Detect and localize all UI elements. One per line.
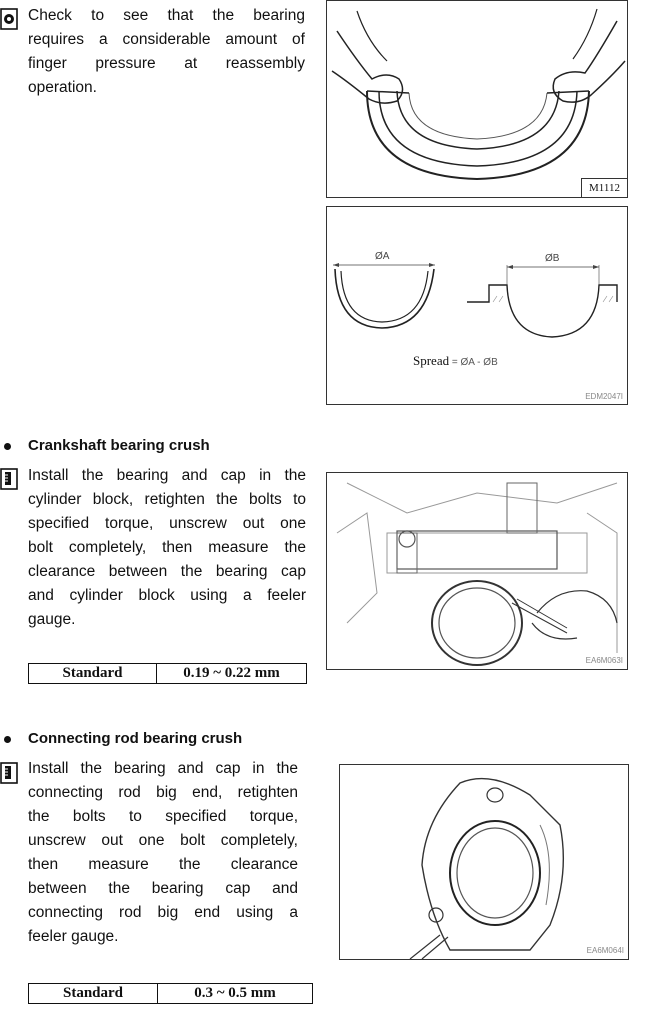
figure-code: EA6M063I xyxy=(585,656,623,665)
text-line: feeler gauge. xyxy=(28,928,119,945)
text-line: connecting rod big end, retighten xyxy=(28,784,298,801)
standard-table xyxy=(28,983,313,1004)
text-line: between the bearing cap and xyxy=(28,880,298,897)
spread-word: Spread xyxy=(413,353,450,368)
standard-value: 0.19 ~ 0.22 mm xyxy=(157,664,307,684)
figure-crankshaft-crush xyxy=(326,472,628,670)
text-line: bolt completely, then measure the xyxy=(28,539,306,556)
text-line: unscrew out one bolt completely, xyxy=(28,832,298,849)
text-line: the bolts to specified torque, xyxy=(28,808,298,825)
bullet-dot xyxy=(4,443,11,450)
text-line: operation. xyxy=(28,79,97,96)
section3-heading: Connecting rod bearing crush xyxy=(28,730,243,747)
standard-label: Standard xyxy=(29,984,158,1004)
figure-bearing-spread xyxy=(326,206,628,405)
inspect-icon xyxy=(0,8,18,30)
crankshaft-block-illustration xyxy=(327,473,627,669)
spread-equation: = ØA - ØB xyxy=(449,357,498,368)
text-line: finger pressure at reassembly xyxy=(28,55,305,72)
text-line: clearance between the bearing cap xyxy=(28,563,306,580)
label-dia-b: ØB xyxy=(545,253,560,264)
text-line: connecting rod big end using a xyxy=(28,904,298,921)
figure-code: EA6M064I xyxy=(586,946,624,955)
text-line: Install the bearing and cap in the xyxy=(28,467,306,484)
standard-value: 0.3 ~ 0.5 mm xyxy=(158,984,313,1004)
bullet-dot xyxy=(4,736,11,743)
standard-table xyxy=(28,663,307,684)
text-line: then measure the clearance xyxy=(28,856,298,873)
spread-formula xyxy=(413,353,498,369)
text-line: gauge. xyxy=(28,611,76,628)
text-line: Install the bearing and cap in the xyxy=(28,760,298,777)
section3-text xyxy=(28,757,298,949)
label-dia-a: ØA xyxy=(375,251,390,262)
section1-text xyxy=(28,4,305,100)
text-line: cylinder block, retighten the bolts to xyxy=(28,491,306,508)
figure-conrod-crush xyxy=(339,764,629,960)
section2-heading: Crankshaft bearing crush xyxy=(28,437,210,454)
text-line: specified torque, unscrew out one xyxy=(28,515,306,532)
bearing-spread-diagram xyxy=(327,207,627,404)
text-line: Check to see that the bearing xyxy=(28,7,305,24)
text-line: and cylinder block using a feeler xyxy=(28,587,306,604)
figure-label: M1112 xyxy=(581,178,627,197)
bearing-hands-illustration xyxy=(327,1,627,197)
connecting-rod-illustration xyxy=(340,765,628,959)
standard-label: Standard xyxy=(29,664,157,684)
measure-icon xyxy=(0,762,18,784)
figure-bearing-finger-pressure xyxy=(326,0,628,198)
section2-text xyxy=(28,464,306,632)
measure-icon xyxy=(0,468,18,490)
figure-code: EDM2047I xyxy=(585,392,623,401)
text-line: requires a considerable amount of xyxy=(28,31,305,48)
